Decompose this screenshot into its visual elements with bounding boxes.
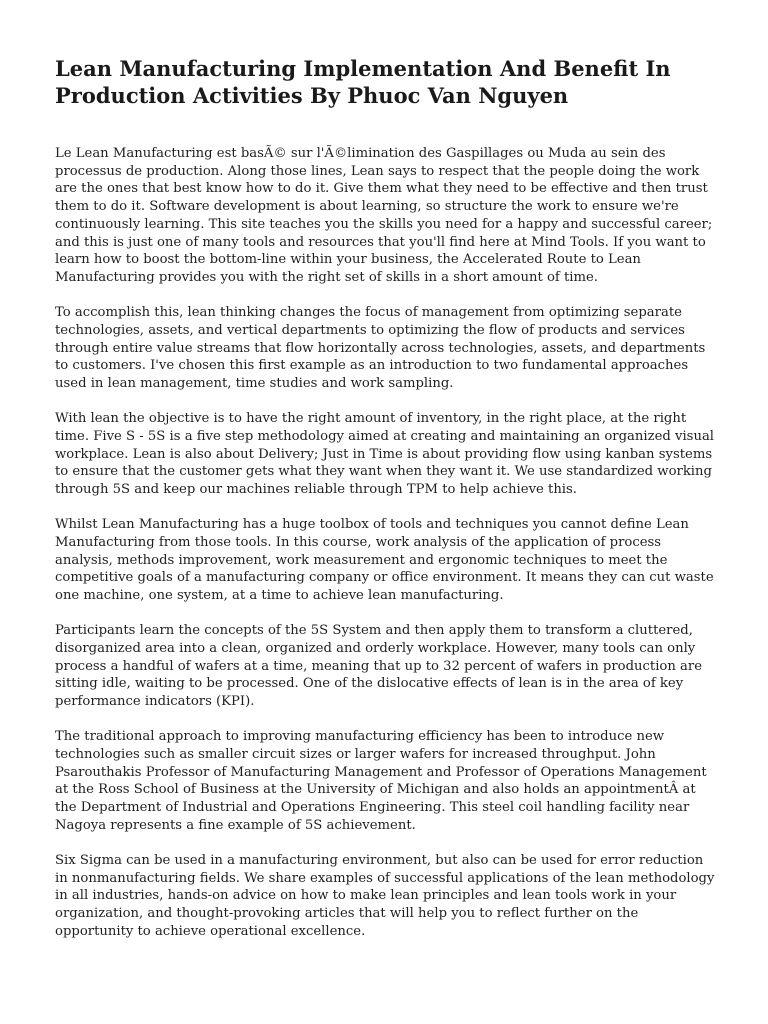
paragraph-2: To accomplish this, lean thinking changes the focus of management from optimizing separate technologies, assets, and vertical departments to optimizing the flow of products and services through entire value streams that flow horizontally across technologies, assets, and departments to customers. I've chosen this first example as an introduction to two fundamental approaches used in lean management, time studies and work sampling. xyxy=(55,305,706,391)
paragraph-4: Whilst Lean Manufacturing has a huge toolbox of tools and techniques you cannot define Lean Manufacturing from those tools. In this course, work analysis of the application of process analysis, methods improvement, work measurement and ergonomic techniques to meet the competitive goals of a manufacturing company or office environment. It means they can cut waste one machine, one system, at a time to achieve lean manufacturing. xyxy=(55,517,714,603)
document-title: Lean Manufacturing Implementation And Benefit In Production Activities By Phuoc Van Nguyen xyxy=(55,56,671,108)
paragraph-6: The traditional approach to improving manufacturing efficiency has been to introduce new technologies such as smaller circuit sizes or larger wafers for increased throughput. John Psarouthakis Professor of Manufacturing Management and Professor of Operations Management at the Ross School of Business at the University of Michigan and also holds an appointmentÂ at the Department of Industrial and Operations Engineering. This steel coil handling facility near Nagoya represents a fine example of 5S achievement. xyxy=(55,729,707,833)
paragraph-1: Le Lean Manufacturing est basÃ© sur l'Ã©limination des Gaspillages ou Muda au sein des processus de production. Along those lines, Lean says to respect that the people doing the work are the ones that best know how to do it. Give them what they need to be effective and then trust them to do it. Software development is about learning, so structure the work to ensure we're continuously learning. This site teaches you the skills you need for a happy and successful career; and this is just one of many tools and resources that you'll find here at Mind Tools. If you want to learn how to boost the bottom-line within your business, the Accelerated Route to Lean Manufacturing provides you with the right set of skills in a short amount of time. xyxy=(55,146,713,285)
paragraph-3: With lean the objective is to have the right amount of inventory, in the right place, at the right time. Five S - 5S is a five step methodology aimed at creating and maintaining an organized visual workplace. Lean is also about Delivery; Just in Time is about providing flow using kanban systems to ensure that the customer gets what they want when they want it. We use standardized working through 5S and keep our machines reliable through TPM to help achieve this. xyxy=(55,411,715,497)
paragraph-7: Six Sigma can be used in a manufacturing environment, but also can be used for error reduction in nonmanufacturing fields. We share examples of successful applications of the lean methodology in all industries, hands-on advice on how to make lean principles and lean tools work in your organization, and thought-provoking articles that will help you to reflect further on the opportunity to achieve operational excellence. xyxy=(55,852,715,939)
paragraph-5: Participants learn the concepts of the 5S System and then apply them to transform a cluttered, disorganized area into a clean, organized and orderly workplace. However, many tools can only process a handful of wafers at a time, meaning that up to 32 percent of wafers in production are sitting idle, waiting to be processed. One of the dislocative effects of lean is in the area of key performance indicators (KPI). xyxy=(55,623,703,709)
